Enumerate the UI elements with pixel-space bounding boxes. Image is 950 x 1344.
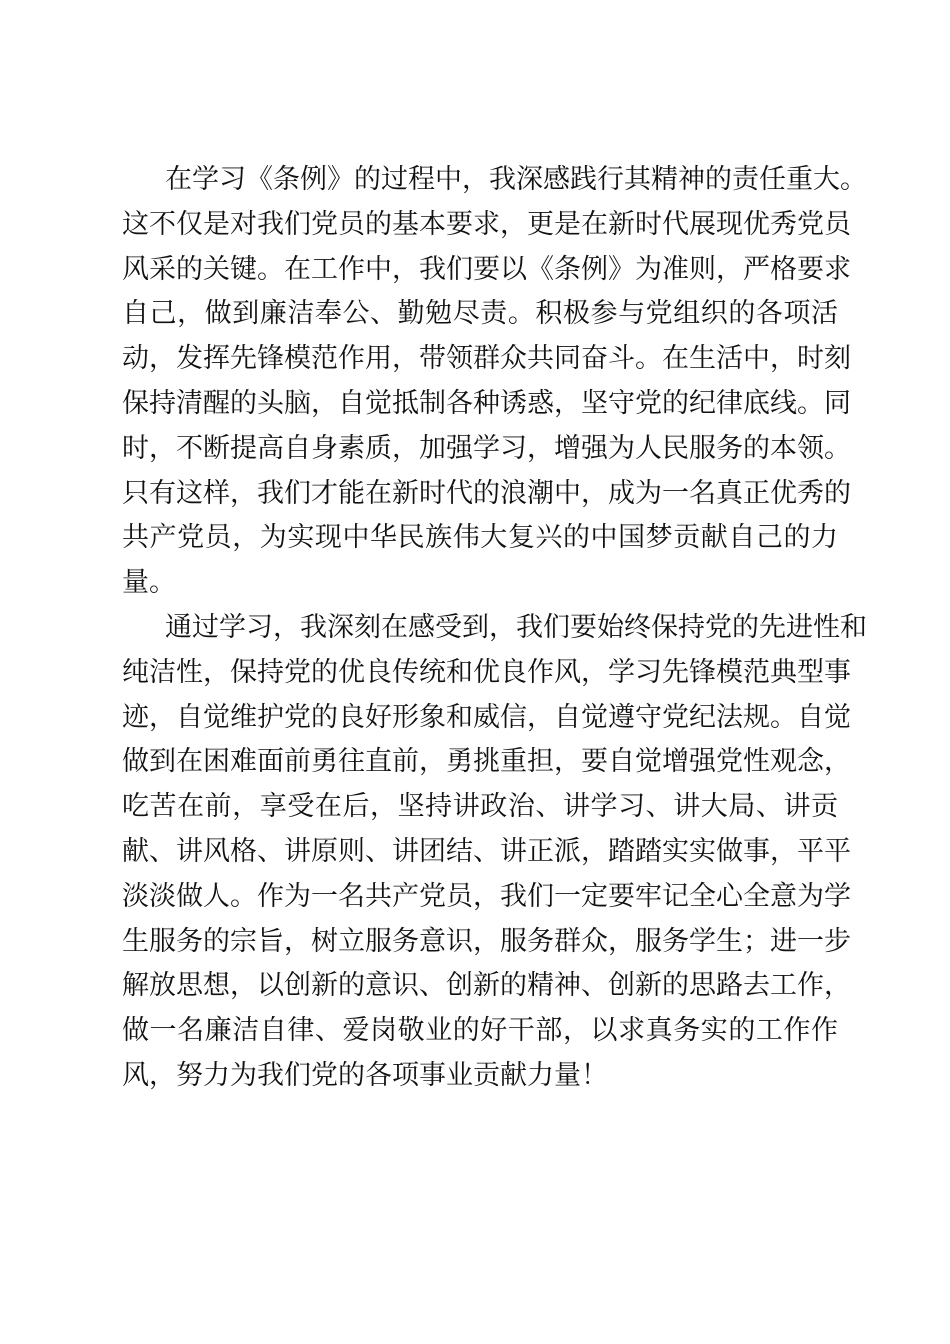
document-body — [122, 158, 867, 1099]
text-line: 纯洁性，保持党的优良传统和优良作风，学习先锋模范典型事 — [122, 656, 851, 688]
text-line: 风，努力为我们党的各项事业贡献力量！ — [122, 1059, 608, 1091]
text-line: 共产党员，为实现中华民族伟大复兴的中国梦贡献自己的力 — [122, 522, 838, 554]
paragraph-2 — [122, 606, 867, 1099]
paragraph-1 — [122, 158, 867, 606]
text-line: 解放思想，以创新的意识、创新的精神、创新的思路去工作， — [122, 970, 851, 1002]
text-line: 迹，自觉维护党的良好形象和威信，自觉遵守党纪法规。自觉 — [122, 701, 851, 733]
text-line: 这不仅是对我们党员的基本要求，更是在新时代展现优秀党员 — [122, 208, 851, 240]
text-line: 通过学习，我深刻在感受到，我们要始终保持党的先进性和 — [165, 611, 867, 643]
text-line: 保持清醒的头脑，自觉抵制各种诱惑，坚守党的纪律底线。同 — [122, 387, 851, 419]
text-line: 时，不断提高自身素质，加强学习，增强为人民服务的本领。 — [122, 432, 851, 464]
text-line: 做到在困难面前勇往直前，勇挑重担，要自觉增强党性观念， — [122, 746, 851, 778]
text-line: 生服务的宗旨，树立服务意识，服务群众，服务学生；进一步 — [122, 925, 851, 957]
text-line: 淡淡做人。作为一名共产党员，我们一定要牢记全心全意为学 — [122, 880, 851, 912]
text-line: 只有这样，我们才能在新时代的浪潮中，成为一名真正优秀的 — [122, 477, 851, 509]
text-line: 吃苦在前，享受在后，坚持讲政治、讲学习、讲大局、讲贡 — [122, 791, 838, 823]
text-line: 自己，做到廉洁奉公、勤勉尽责。积极参与党组织的各项活 — [122, 298, 838, 330]
text-line: 风采的关键。在工作中，我们要以《条例》为准则，严格要求 — [122, 253, 851, 285]
text-line: 献、讲风格、讲原则、讲团结、讲正派，踏踏实实做事，平平 — [122, 835, 851, 867]
text-line: 动，发挥先锋模范作用，带领群众共同奋斗。在生活中，时刻 — [122, 343, 851, 375]
text-line: 做一名廉洁自律、爱岗敬业的好干部，以求真务实的工作作 — [122, 1015, 838, 1047]
text-line: 量。 — [122, 567, 176, 599]
text-line: 在学习《条例》的过程中，我深感践行其精神的责任重大。 — [165, 164, 867, 195]
